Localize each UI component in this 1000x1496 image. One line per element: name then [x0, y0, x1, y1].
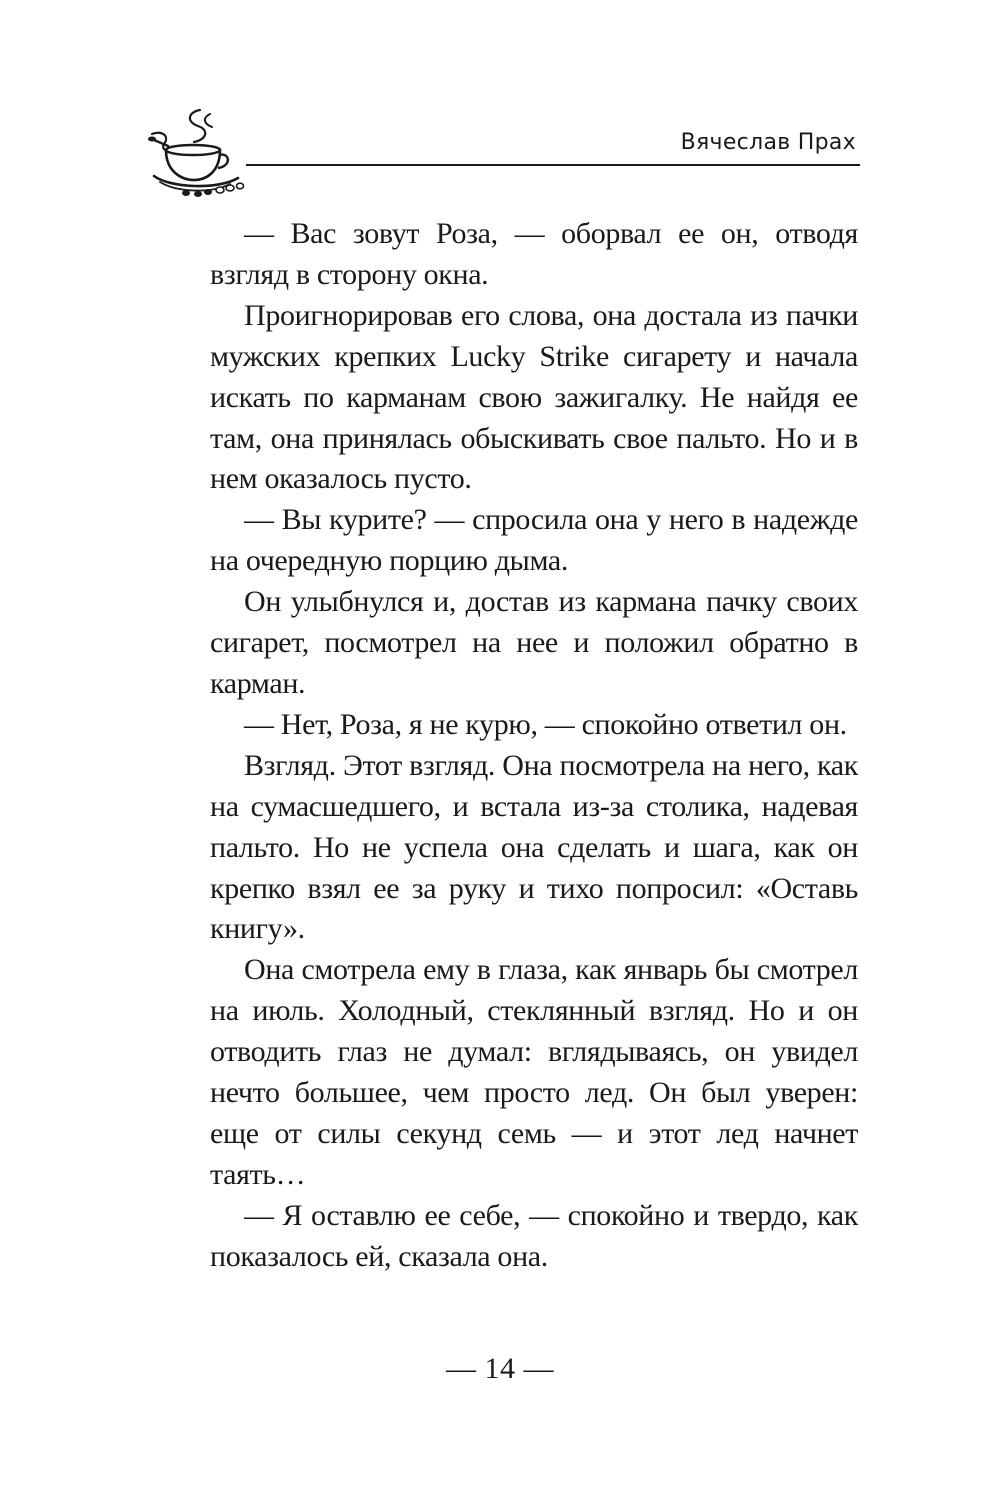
running-header [140, 100, 860, 200]
coffee-cup-icon [140, 100, 250, 200]
paragraph-3: — Вы курите? — спросила она у него в надежде на очередную порцию дыма. [210, 503, 858, 578]
paragraph-2: Проигнорировав его слова, она достала из пачки мужских крепких Lucky Strike сигарету и начала искать по карманам свою зажигалку. Не найдя ее там, она принялась обыскивать свое пальто. Но и в нем оказалось пусто. [210, 298, 858, 496]
paragraph-1: — Вас зовут Роза, — оборвал ее он, отводя взгляд в сторону окна. [210, 217, 858, 291]
body-text [210, 214, 858, 1278]
page-number: — 14 — [446, 1352, 554, 1385]
paragraph-8: — Я оставлю ее себе, — спокойно и твердо, как показалось ей, сказала она. [210, 1198, 858, 1273]
paragraph-6: Взгляд. Этот взгляд. Она посмотрела на него, как на сумасшедшего, и встала из-за столика, надевая пальто. Но не успела она сделать и шага, как он крепко взял ее за руку и тихо попросил: «Оставь книгу». [210, 748, 858, 946]
paragraph-5: — Нет, Роза, я не курю, — спокойно ответил он. [244, 707, 847, 741]
header-rule [246, 164, 860, 166]
paragraph-4: Он улыбнулся и, достав из кармана пачку своих сигарет, посмотрел на нее и положил обратно в карман. [210, 585, 858, 700]
running-header-author: Вячеслав Прах [680, 130, 856, 155]
paragraph-7: Она смотрела ему в глаза, как январь бы смотрел на июль. Холодный, стеклянный взгляд. Но и он отводить глаз не думал: вглядываясь, он увидел нечто большее, чем просто лед. Он был уверен: еще от силы секунд семь — и этот лед начнет таять… [210, 953, 858, 1191]
